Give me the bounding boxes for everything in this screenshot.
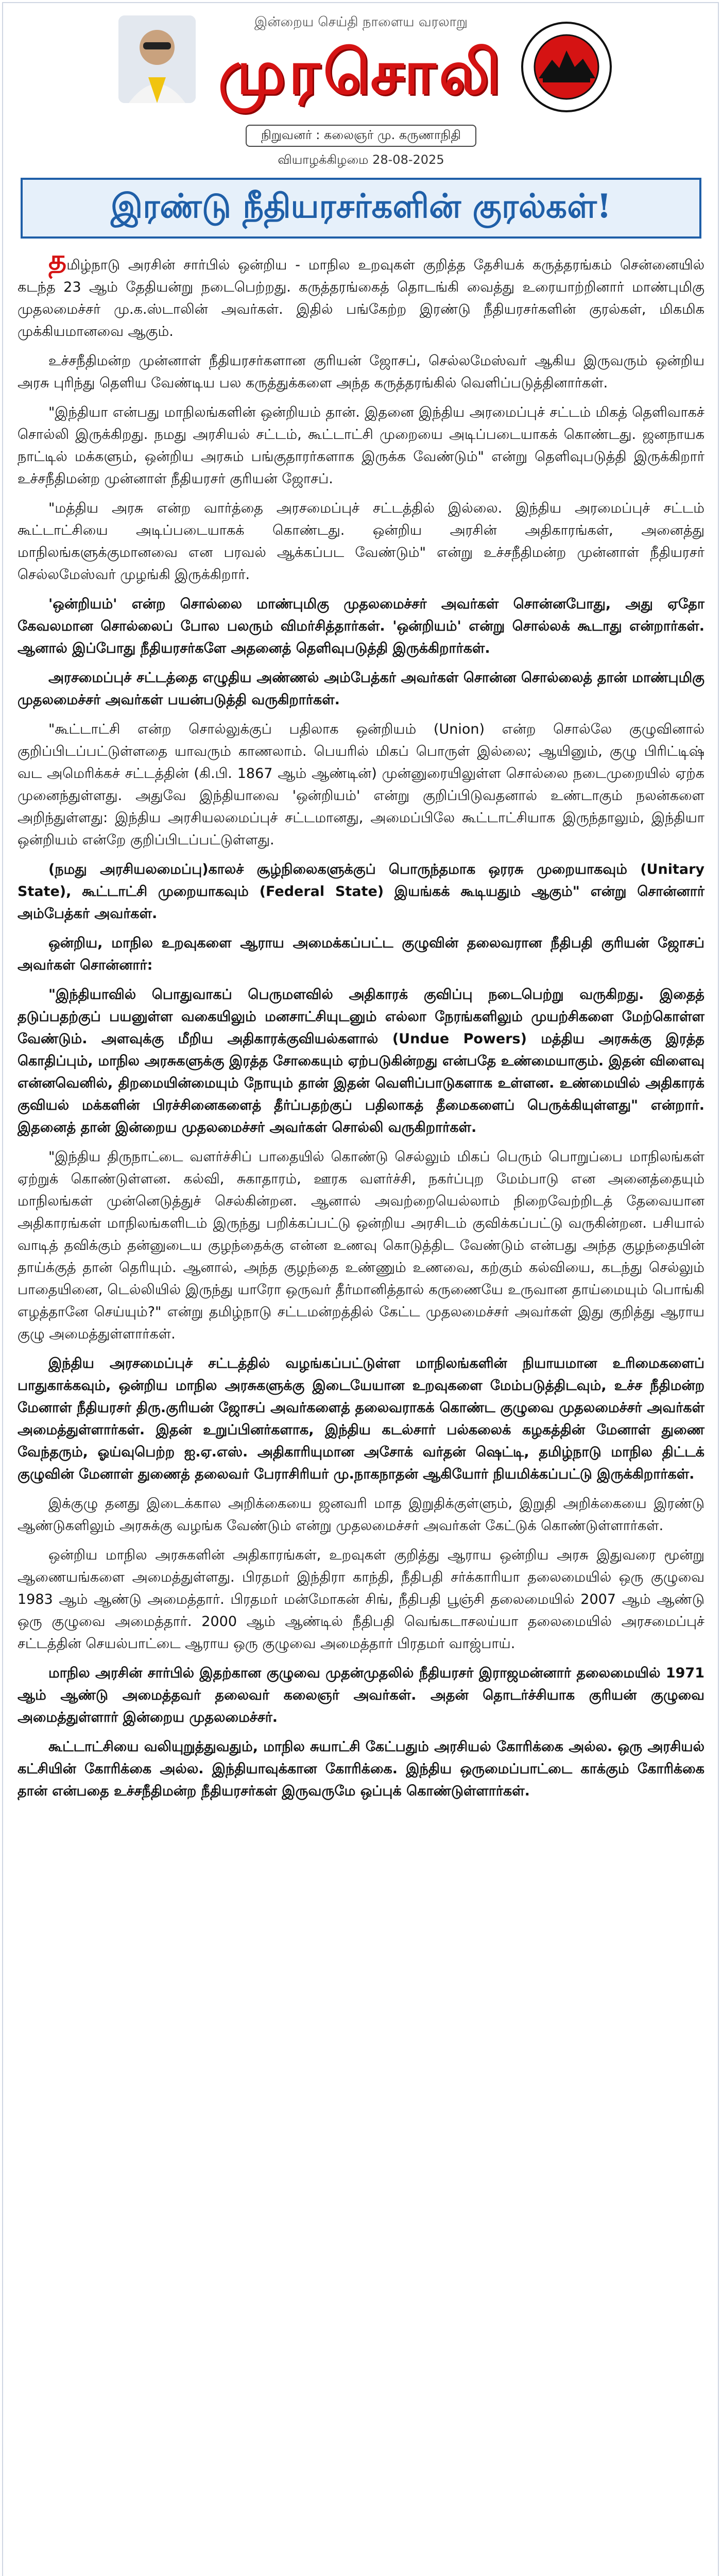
paragraph-text: ஒன்றிய மாநில அரசுகளின் அதிகாரங்கள், உறவுகள் குறித்து ஆராய ஒன்றிய அரசு இதுவரை மூன்று ஆணையங்களை அமைத்துள்ளது. பிரதமர் இந்திரா காந்தி, நீதிபதி சர்க்காரியா தலைமையில் ஒரு குழுவை 1983 ஆம் ஆண்டு அமைத்தார். பிரதமர் மன்மோகன் சிங், நீதிபதி பூஞ்சி தலைமையில் 2007 ஆம் ஆண்டு ஒரு குழுவை அமைத்தார். 2000 ஆம் ஆண்டில் நீதிபதி வெங்கடாசலய்யா தலைமையில் அரசமைப்புச் சட்டத்தின் செயல்பாட்டை ஆராய ஒரு குழுவை அமைத்தார் பிரதமர் வாஜ்பாய். [18, 1547, 704, 1652]
newspaper-brand[interactable]: முரசொலி [218, 36, 504, 108]
paragraph-text: "இந்தியாவில் பொதுவாகப் பெருமளவில் அதிகாரக் குவிப்பு நடைபெற்று வருகிறது. இதைத் தடுப்பதற்குப் பயனுள்ள வகையிலும் மனசாட்சியுடனும் எல்லா நேரங்களிலும் முயற்சிகளை மேற்கொள்ள வேண்டும். அளவுக்கு மீறிய அதிகாரக்குவியல்களால் (Undue Powers) மத்திய அரசுக்கு இரத்த கொதிப்பும், மாநில அரசுகளுக்கு இரத்த சோகையும் ஏற்படுகின்றது என்பதே உண்மையாகும். இதன் விளைவு என்னவெனில், திறமையின்மையும் நோயும் தான் இதன் வெளிப்பாடுகளாக உள்ளன. உண்மையில் அதிகாரக் குவியல் மக்களின் பிரச்சினைகளைத் தீர்ப்பதற்குப் பதிலாகத் தீமைகளைப் பெருக்கியுள்ளது" என்றார். இதனைத் தான் இன்றைய முதலமைச்சர் அவர்கள் சொல்லி வருகிறார்கள். [18, 987, 704, 1136]
paragraph-text: கூட்டாட்சியை வலியுறுத்துவதும், மாநில சுயாட்சி கேட்பதும் அரசியல் கோரிக்கை அல்ல. ஒரு அரசியல் கட்சியின் கோரிக்கை அல்ல. இந்தியாவுக்கான கோரிக்கை. இந்திய ஒருமைப்பாட்டை காக்கும் கோரிக்கை தான் என்பதை உச்சநீதிமன்ற நீதியரசர்கள் இருவருமே ஒப்புக் கொண்டுள்ளார்கள். [18, 1739, 704, 1799]
article-paragraph [18, 1352, 704, 1485]
drop-cap: த [48, 244, 67, 276]
article-paragraph [18, 497, 704, 586]
paragraph-text: "கூட்டாட்சி என்ற சொல்லுக்குப் பதிலாக ஒன்றியம் (Union) என்ற சொல்லே குழுவினால் குறிப்பிடப்பட்டுள்ளதை யாவரும் காணலாம். பெயரில் மிகப் பொருள் இல்லை; ஆயினும், குழு பிரிட்டிஷ் வட அமெரிக்கச் சட்டத்தின் (கி.பி. 1867 ஆம் ஆண்டின்) முன்னுரையிலுள்ள சொல்லை நடைமுறையில் ஏற்க முனைந்துள்ளது. அதுவே இந்தியாவை 'ஒன்றியம்' என்று குறிப்பிடுவதனால் உண்டாகும் நலன்களை அறிந்துள்ளது: இந்திய அரசியலமைப்புச் சட்டமானது, அமைப்பிலே கூட்டாட்சியாக இருந்தாலும், இந்தியா ஒன்றியம் என்றே குறிப்பிடப்பட்டுள்ளது. [18, 721, 704, 848]
masthead-tagline: இன்றைய செய்தி நாளைய வரலாறு [254, 14, 468, 30]
party-emblem [520, 21, 613, 113]
paragraph-text: இக்குழு தனது இடைக்கால அறிக்கையை ஜனவரி மாத இறுதிக்குள்ளும், இறுதி அறிக்கையை இரண்டு ஆண்டுகளிலும் அரசுக்கு வழங்க வேண்டும் என்று முதலமைச்சர் அவர்கள் கேட்டுக் கொண்டுள்ளார்கள். [18, 1496, 704, 1534]
article-paragraph [18, 718, 704, 851]
paragraph-text: "மத்திய அரசு என்ற வார்த்தை அரசமைப்புச் சட்டத்தில் இல்லை. இந்திய அரமைப்புச் சட்டம் கூட்டாட்சியை அடிப்படையாகக் கொண்டது. ஒன்றிய அரசின் அதிகாரங்கள், அனைத்து மாநிலங்களுக்குமானவை என பரவல் ஆக்கப்பட வேண்டும்" என்று உச்சநீதிமன்ற முன்னாள் நீதியரசர் செல்லமேஸ்வர் முழங்கி இருக்கிறார். [18, 500, 704, 583]
founder-text: நிறுவனர் : கலைஞர் மு. கருணாநிதி [246, 125, 476, 147]
article-paragraph [18, 1662, 704, 1728]
article-paragraph [18, 667, 704, 711]
editorial-body [18, 244, 705, 1809]
founder-line [0, 125, 722, 147]
article-paragraph [18, 1493, 704, 1537]
paragraph-text: மாநில அரசின் சார்பில் இதற்கான குழுவை முதன்முதலில் நீதியரசர் இராஜமன்னார் தலைமையில் 1971 ஆம் ஆண்டு அமைத்தவர் தலைவர் கலைஞர் அவர்கள். அதன் தொடர்ச்சியாக குரியன் குழுவை அமைத்துள்ளார் இன்றைய முதலமைச்சர். [18, 1665, 704, 1725]
article-paragraph [18, 984, 704, 1139]
paragraph-text: மிழ்நாடு அரசின் சார்பில் ஒன்றிய - மாநில உறவுகள் குறித்த தேசியக் கருத்தரங்கம் சென்னையில் கடந்த 23 ஆம் தேதியன்று நடைபெற்றது. கருத்தரங்கைத் தொடங்கி வைத்து உரையாற்றினார் மாண்புமிகு முதலமைச்சர் மு.க.ஸ்டாலின் அவர்கள். இதில் பங்கேற்ற இரண்டு நீதியரசர்களின் குரல்கள், மிகமிக முக்கியமானவை ஆகும். [18, 257, 704, 340]
article-paragraph [18, 1736, 704, 1802]
article-paragraph [18, 1544, 704, 1655]
paragraph-text: 'ஒன்றியம்' என்ற சொல்லை மாண்புமிகு முதலமைச்சர் அவர்கள் சொன்னபோது, அது ஏதோ கேவலமான சொல்லைப் போல பலரும் விமர்சித்தார்கள். 'ஒன்றியம்' என்று சொல்லக் கூடாது என்றார்கள். ஆனால் இப்போது நீதியரசர்களே அதனைத் தெளிவுபடுத்தி இருக்கிறார்கள். [18, 596, 704, 656]
paragraph-text: "இந்திய திருநாட்டை வளர்ச்சிப் பாதையில் கொண்டு செல்லும் மிகப் பெரும் பொறுப்பை மாநிலங்கள் ஏற்றுக் கொண்டுள்ளன. கல்வி, சுகாதாரம், ஊரக வளர்ச்சி, நகர்ப்புற மேம்பாடு என அனைத்தையும் மாநிலங்கள் முன்னெடுத்துச் செல்கின்றன. ஆனால் அவற்றையெல்லாம் நிறைவேற்றிடத் தேவையான அதிகாரங்கள் மாநிலங்களிடம் இருந்து பறிக்கப்பட்டு ஒன்றிய அரசிடம் குவிக்கப்பட்டு வருகின்றன. பசியால் வாடித் தவிக்கும் தன்னுடைய குழந்தைக்கு என்ன உணவு கொடுத்திட வேண்டும் என்பது அந்த குழந்தையின் தாய்க்குத் தான் தெரியும். ஆனால், அந்த குழந்தை உண்ணும் உணவை, கற்கும் கல்வியை, கடந்து செல்லும் பாதையினை, டெல்லியில் இருந்து யாரோ ஒருவர் தீர்மானித்தால் கருணையே உருவான தாய்மையும் பொங்கி எழத்தானே செய்யும்?" என்று தமிழ்நாடு சட்டமன்றத்தில் கேட்ட முதலமைச்சர் அவர்கள் இது குறித்து ஆராய குழு அமைத்துள்ளார்கள். [18, 1149, 705, 1342]
article-paragraph [18, 244, 704, 343]
article-paragraph [18, 401, 704, 490]
paragraph-text: அரசமைப்புச் சட்டத்தை எழுதிய அண்ணல் அம்பேத்கர் அவர்கள் சொன்ன சொல்லைத் தான் மாண்புமிகு முதலமைச்சர் அவர்கள் பயன்படுத்தி வருகிறார்கள். [18, 670, 704, 708]
paragraph-text: உச்சநீதிமன்ற முன்னாள் நீதியரசர்களான குரியன் ஜோசப், செல்லமேஸ்வர் ஆகிய இருவரும் ஒன்றிய அரசு புரிந்து தெளிய வேண்டிய பல கருத்துக்களை அந்த கருத்தரங்கில் வெளிப்படுத்தினார்கள். [18, 353, 704, 391]
editorial-headline: இரண்டு நீதியரசர்களின் குரல்கள்! [111, 187, 611, 226]
paragraph-text: "இந்தியா என்பது மாநிலங்களின் ஒன்றியம் தான். இதனை இந்திய அரமைப்புச் சட்டம் மிகத் தெளிவாகச் சொல்லி இருக்கிறது. நமது அரசியல் சட்டம், கூட்டாட்சி முறையை அடிப்படையாகக் கொண்டது. ஜனநாயக நாட்டில் மக்களும், ஒன்றிய அரசும் பங்குதாரர்களாக இருக்க வேண்டும்" என்று தெளிவுபடுத்தி இருக்கிறார் உச்சநீதிமன்ற முன்னாள் நீதியரசர் குரியன் ஜோசப். [18, 404, 704, 487]
paragraph-text: இந்திய அரசமைப்புச் சட்டத்தில் வழங்கப்பட்டுள்ள மாநிலங்களின் நியாயமான உரிமைகளைப் பாதுகாக்கவும், ஒன்றிய மாநில அரசுகளுக்கு இடையேயான உறவுகளை மேம்படுத்திடவும், உச்ச நீதிமன்ற மேனாள் நீதியரசர் திரு.குரியன் ஜோசப் அவர்களைத் தலைவராகக் கொண்ட குழுவை முதலமைச்சர் அவர்கள் அமைத்துள்ளார்கள். இதன் உறுப்பினர்களாக, இந்திய கடல்சார் பல்கலைக் கழகத்தின் மேனாள் துணை வேந்தரும், ஓய்வுபெற்ற ஐ.ஏ.எஸ். அதிகாரியுமான அசோக் வர்தன் ஷெட்டி, தமிழ்நாடு மாநில திட்டக் குழுவின் மேனாள் துணைத் தலைவர் பேராசிரியர் மு.நாகநாதன் ஆகியோர் நியமிக்கப்பட்டு இருக்கிறார்கள். [18, 1355, 704, 1482]
article-paragraph [18, 350, 704, 394]
article-paragraph [18, 1146, 704, 1345]
article-paragraph [18, 593, 704, 659]
publication-date: வியாழக்கிழமை 28-08-2025 [278, 152, 444, 167]
headline-box [21, 178, 701, 239]
paragraph-text: (நமது அரசியலமைப்பு)காலச் சூழ்நிலைகளுக்குப் பொருந்தமாக ஒரரசு முறையாகவும் (Unitary State), கூட்டாட்சி முறையாகவும் (Federal State) இயங்கக் கூடியதும் ஆகும்" என்று சொன்னார் அம்பேத்கர் அவர்கள். [18, 861, 704, 922]
article-paragraph [18, 858, 704, 925]
masthead [0, 0, 722, 170]
article-paragraph [18, 932, 704, 976]
paragraph-text: ஒன்றிய, மாநில உறவுகளை ஆராய அமைக்கப்பட்ட குழுவின் தலைவரான நீதிபதி குரியன் ஜோசப் அவர்கள் சொன்னார்: [18, 935, 704, 973]
